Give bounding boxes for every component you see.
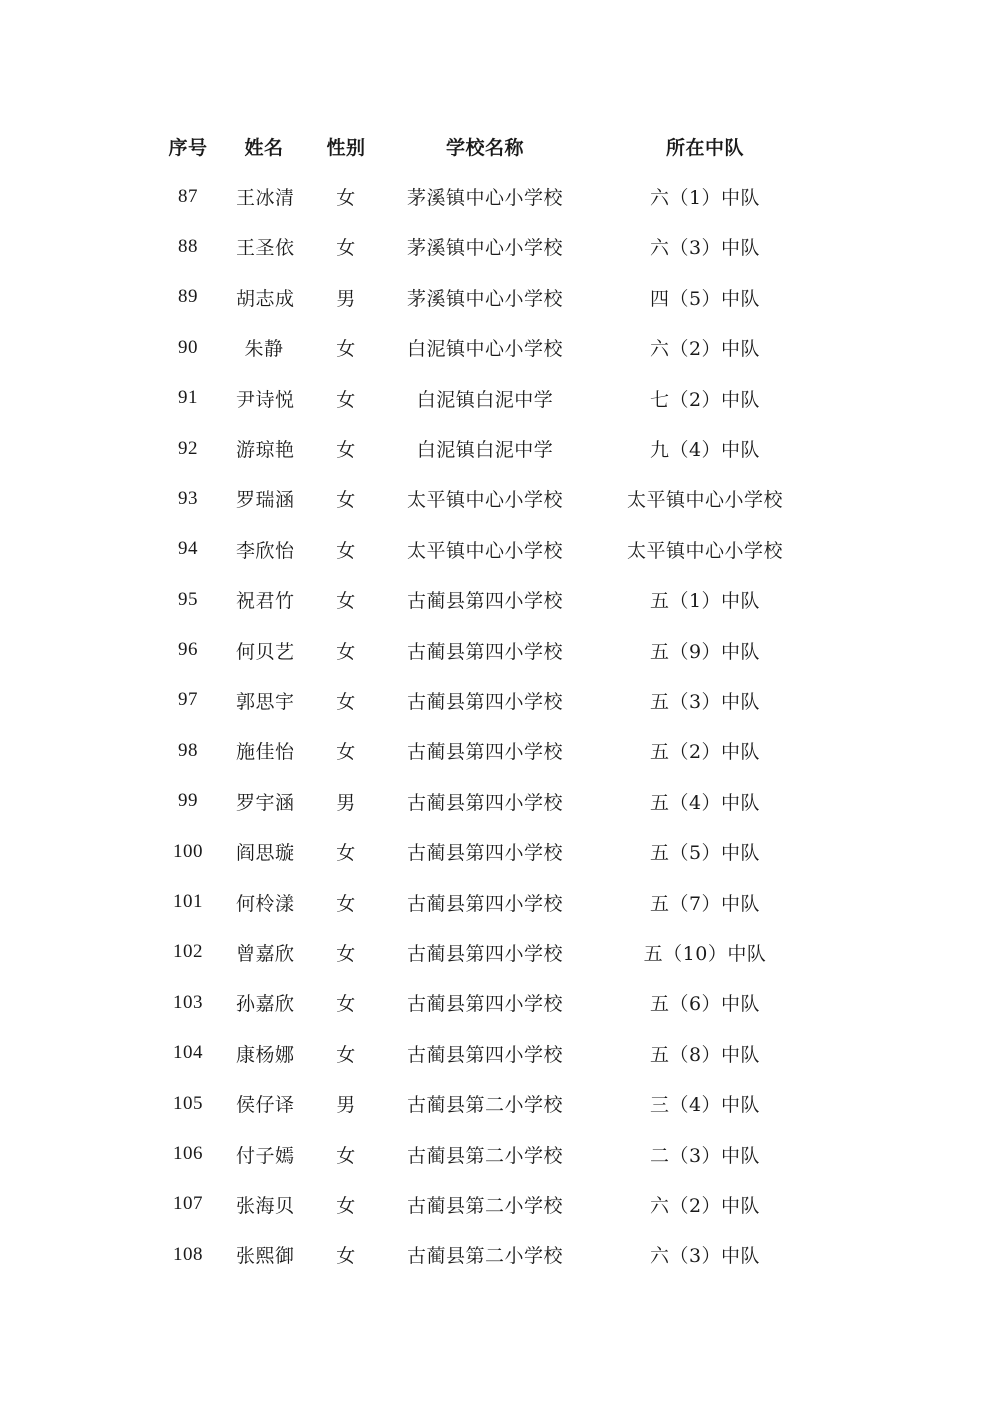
table-row [140,222,840,272]
cell-no: 104 [173,1042,203,1064]
cell-team: 六（2）中队 [649,1194,761,1217]
cell-team: 七（2）中队 [649,388,761,411]
cell-team: 太平镇中心小学校 [626,489,783,512]
table-row [140,323,840,373]
table-row [140,474,840,524]
header-name: 姓名 [244,136,284,159]
cell-team: 五（6）中队 [649,993,761,1016]
cell-name: 罗宇涵 [236,791,295,814]
cell-name: 王圣依 [236,237,295,260]
cell-name: 游琼艳 [236,439,295,462]
cell-gender: 女 [336,439,356,462]
cell-school: 古蔺县第二小学校 [406,1144,563,1167]
cell-name: 阎思璇 [236,842,295,865]
table-row [140,524,840,574]
cell-team: 五（7）中队 [649,892,761,915]
cell-no: 100 [173,840,203,862]
table-row [140,675,840,725]
table-row [140,978,840,1028]
cell-name: 孙嘉欣 [236,993,295,1016]
table-row [140,826,840,876]
cell-team: 五（2）中队 [649,741,761,764]
cell-school: 太平镇中心小学校 [406,539,563,562]
cell-team: 五（4）中队 [649,791,761,814]
header-school: 学校名称 [445,136,524,159]
cell-no: 91 [178,387,198,409]
cell-no: 103 [173,991,203,1013]
cell-team: 三（4）中队 [649,1094,761,1117]
cell-name: 施佳怡 [236,741,295,764]
cell-no: 101 [173,891,203,913]
cell-name: 王冰清 [236,187,295,210]
cell-name: 尹诗悦 [236,388,295,411]
cell-school: 古蔺县第四小学校 [406,590,563,613]
table-row [140,1129,840,1179]
cell-gender: 女 [336,640,356,663]
cell-name: 郭思宇 [236,690,295,713]
table-row [140,575,840,625]
cell-team: 六（2）中队 [649,338,761,361]
cell-school: 白泥镇中心小学校 [406,338,563,361]
cell-no: 108 [173,1243,203,1265]
cell-gender: 男 [336,791,356,814]
cell-school: 古蔺县第四小学校 [406,640,563,663]
cell-no: 94 [178,538,198,560]
cell-gender: 女 [336,942,356,965]
cell-gender: 女 [336,489,356,512]
cell-no: 96 [178,639,198,661]
cell-no: 102 [173,941,203,963]
cell-gender: 女 [336,388,356,411]
cell-team: 六（1）中队 [649,187,761,210]
cell-team: 五（9）中队 [649,640,761,663]
cell-name: 侯仔译 [236,1094,295,1117]
cell-school: 古蔺县第四小学校 [406,942,563,965]
cell-no: 97 [178,689,198,711]
cell-name: 李欣怡 [236,539,295,562]
table-row [140,171,840,221]
cell-name: 祝君竹 [236,590,295,613]
table-row [140,776,840,826]
cell-school: 太平镇中心小学校 [406,489,563,512]
cell-name: 张熙御 [236,1245,295,1268]
cell-school: 古蔺县第四小学校 [406,690,563,713]
header-team: 所在中队 [665,136,744,159]
cell-school: 茅溪镇中心小学校 [406,287,563,310]
cell-no: 106 [173,1143,203,1164]
cell-school: 古蔺县第四小学校 [406,741,563,764]
cell-school: 白泥镇白泥中学 [416,439,554,462]
cell-school: 古蔺县第二小学校 [406,1094,563,1117]
cell-name: 何柃漾 [236,892,295,915]
table-row [140,373,840,423]
cell-team: 五（10）中队 [643,942,767,965]
cell-gender: 女 [336,590,356,613]
roster-table [140,121,840,1280]
cell-school: 古蔺县第四小学校 [406,993,563,1016]
cell-team: 五（5）中队 [649,842,761,865]
cell-team: 九（4）中队 [649,439,761,462]
cell-school: 茅溪镇中心小学校 [406,237,563,260]
table-row [140,927,840,977]
table-row [140,423,840,473]
table-row [140,877,840,927]
cell-team: 五（3）中队 [649,690,761,713]
cell-school: 古蔺县第四小学校 [406,892,563,915]
header-gender: 性别 [326,136,366,159]
cell-team: 六（3）中队 [649,237,761,260]
cell-name: 曾嘉欣 [236,942,295,965]
cell-gender: 女 [336,338,356,361]
table-row [140,1179,840,1229]
cell-gender: 女 [336,1194,356,1217]
cell-team: 五（8）中队 [649,1043,761,1066]
cell-no: 92 [178,437,198,459]
cell-name: 罗瑞涵 [236,489,295,512]
table-row [140,1230,840,1280]
cell-gender: 女 [336,187,356,210]
cell-name: 付子嫣 [236,1144,295,1167]
cell-no: 88 [178,235,198,257]
cell-name: 张海贝 [236,1194,295,1217]
cell-gender: 女 [336,690,356,713]
cell-school: 茅溪镇中心小学校 [406,187,563,210]
header-no: 序号 [168,136,208,159]
table-row [140,1028,840,1078]
cell-no: 95 [178,588,198,610]
cell-gender: 女 [336,1245,356,1268]
cell-no: 89 [178,286,198,308]
cell-gender: 女 [336,539,356,562]
cell-school: 白泥镇白泥中学 [416,388,554,411]
cell-gender: 男 [336,1094,356,1117]
roster-body [140,171,840,1280]
cell-gender: 女 [336,993,356,1016]
cell-team: 二（3）中队 [649,1144,761,1167]
cell-gender: 女 [336,741,356,764]
cell-no: 99 [178,790,198,812]
cell-name: 何贝艺 [236,640,295,663]
cell-no: 107 [173,1193,203,1215]
cell-name: 朱静 [244,338,284,361]
cell-team: 四（5）中队 [649,287,761,310]
table-row [140,726,840,776]
cell-gender: 女 [336,237,356,260]
cell-gender: 女 [336,1043,356,1066]
table-row [140,272,840,322]
cell-no: 98 [178,739,198,761]
cell-no: 90 [178,336,198,358]
cell-no: 93 [178,487,198,509]
cell-gender: 女 [336,842,356,865]
cell-school: 古蔺县第二小学校 [406,1194,563,1217]
cell-team: 太平镇中心小学校 [626,539,783,562]
table-row [140,1078,840,1128]
cell-school: 古蔺县第二小学校 [406,1245,563,1268]
cell-team: 五（1）中队 [649,590,761,613]
cell-school: 古蔺县第四小学校 [406,1043,563,1066]
cell-gender: 男 [336,287,356,310]
cell-name: 胡志成 [236,287,295,310]
cell-gender: 女 [336,1144,356,1167]
cell-team: 六（3）中队 [649,1245,761,1268]
cell-no: 105 [173,1092,203,1114]
cell-school: 古蔺县第四小学校 [406,791,563,814]
cell-gender: 女 [336,892,356,915]
table-row [140,625,840,675]
cell-no: 87 [178,185,198,207]
cell-name: 康杨娜 [236,1043,295,1066]
header-row [140,121,840,171]
cell-school: 古蔺县第四小学校 [406,842,563,865]
